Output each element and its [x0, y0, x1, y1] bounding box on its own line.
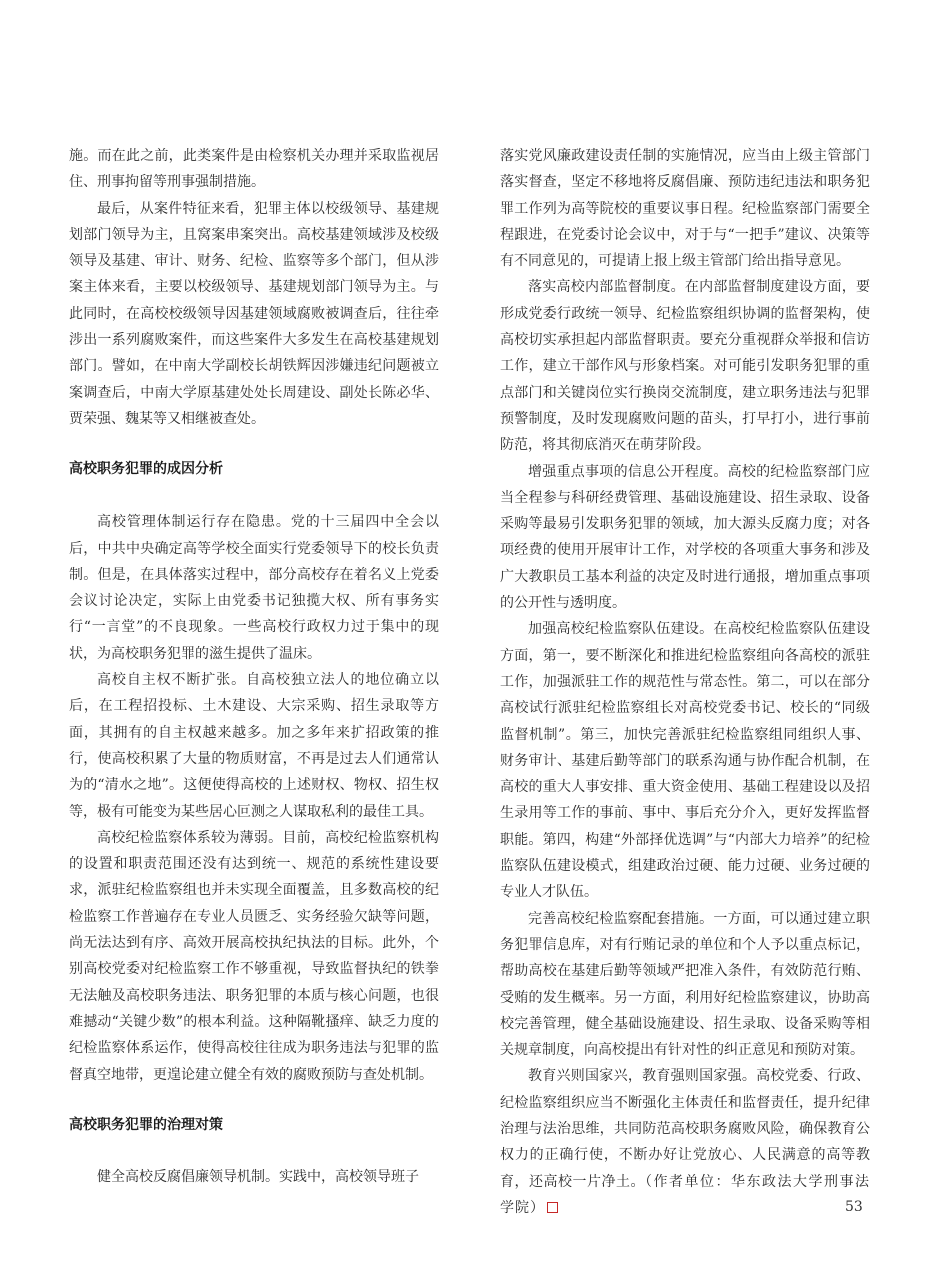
paragraph: 健全高校反腐倡廉领导机制。实践中，高校领导班子 [97, 1168, 419, 1185]
paragraph: 完善高校纪检监察配套措施。一方面，可以通过建立职务犯罪信息库，对有行贿记录的单位和个人予以重点标记，帮助高校在基建后勤等领域严把准入条件，有效防范行贿、受贿的发生概率。另一方面，利用好纪检监察建议，协助高校完善管理，健全基础设施建设、招生录取、设备采购等相关规章制度，向高校提出有针对性的纠正意见和预防对策。 [500, 910, 870, 1059]
section-heading-causes: 高校职务犯罪的成因分析 [69, 461, 223, 478]
paragraph: 高校自主权不断扩张。自高校独立法人的地位确立以后，在工程招投标、土木建设、大宗采购、招生录取等方面，其拥有的自主权越来越多。加之多年来扩招政策的推行，使高校积累了大量的物质财富，不再是过去人们通常认为的“清水之地”。这便使得高校的上述财权、物权、招生权等，极有可能变为某些居心叵测之人谋取私利的最佳工具。 [69, 672, 439, 820]
paragraph: 高校管理体制运行存在隐患。党的十三届四中全会以后，中共中央确定高等学校全面实行党委领导下的校长负责制。但是，在具体落实过程中，部分高校存在着名义上党委会议讨论决定，实际上由党委书记独揽大权、所有事务实行“一言堂”的不良现象。一些高校行政权力过于集中的现状，为高校职务犯罪的滋生提供了温床。 [69, 514, 439, 662]
paragraph: 施。而在此之前，此类案件是由检察机关办理并采取监视居住、刑事拘留等刑事强制措施。 [69, 148, 439, 191]
author-affiliation: （作者单位：华东政法大学刑事法学院） [500, 1173, 870, 1216]
right-column [500, 143, 870, 1221]
page-number: 53 [845, 1199, 863, 1215]
paragraph: 高校纪检监察体系较为薄弱。目前，高校纪检监察机构的设置和职责范围还没有达到统一、规范的系统性建设要求，派驻纪检监察组也并未实现全面覆盖，且多数高校的纪检监察工作普遍存在专业人员匮乏、实务经验欠缺等问题，尚无法达到有序、高效开展高校执纪执法的目标。此外，个别高校党委对纪检监察工作不够重视，导致监督执纪的铁拳无法触及高校职务违法、职务犯罪的本质与核心问题，也很难撼动“关键少数”的根本利益。这种隔靴搔痒、缺乏力度的纪检监察体系运作，使得高校往往成为职务违法与犯罪的监督真空地带，更遑论建立健全有效的腐败预防与查处机制。 [69, 829, 439, 1083]
paragraph: 加强高校纪检监察队伍建设。在高校纪检监察队伍建设方面，第一，要不断深化和推进纪检监察组向各高校的派驻工作，加强派驻工作的规范性与常态性。第二，可以在部分高校试行派驻纪检监察组长对高校党委书记、校长的“同级监督机制”。第三，加快完善派驻纪检监察组同组织人事、财务审计、基建后勤等部门的联系沟通与协作配合机制，在高校的重大人事安排、重大资金使用、基础工程建设以及招生录用等工作的事前、事中、事后充分介入，更好发挥监督职能。第四，构建“外部择优选调”与“内部大力培养”的纪检监察队伍建设模式，组建政治过硬、能力过硬、业务过硬的专业人才队伍。 [500, 621, 870, 901]
end-mark-icon [547, 1202, 558, 1213]
paragraph: 落实党风廉政建设责任制的实施情况，应当由上级主管部门落实督查，坚定不移地将反腐倡廉、预防违纪违法和职务犯罪工作列为高等院校的重要议事日程。纪检监察部门需要全程跟进，在党委讨论会议中，对于与“一把手”建议、决策等有不同意见的，可提请上报上级主管部门给出指导意见。 [500, 148, 870, 270]
paragraph: 最后，从案件特征来看，犯罪主体以校级领导、基建规划部门领导为主，且窝案串案突出。高校基建领域涉及校级领导及基建、审计、财务、纪检、监察等多个部门，但从涉案主体来看，主要以校级领导、基建规划部门领导为主。与此同时，在高校校级领导因基建领域腐败被调查后，往往牵涉出一系列腐败案件，而这些案件大多发生在高校基建规划部门。譬如，在中南大学副校长胡铁辉因涉嫌违纪问题被立案调查后，中南大学原基建处处长周建设、副处长陈必华、贾荣强、魏某等又相继被查处。 [69, 200, 439, 427]
section-heading-countermeasures: 高校职务犯罪的治理对策 [69, 1116, 223, 1133]
paragraph: 增强重点事项的信息公开程度。高校的纪检监察部门应当全程参与科研经费管理、基础设施建设、招生录取、设备采购等最易引发职务犯罪的领域，加大源头反腐力度；对各项经费的使用开展审计工作，对学校的各项重大事务和涉及广大教职员工基本利益的决定及时进行通报，增加重点事项的公开性与透明度。 [500, 463, 870, 612]
paragraph-closing [500, 1063, 870, 1221]
closing-text: 教育兴则国家兴，教育强则国家强。高校党委、行政、纪检监察组织应当不断强化主体责任和监督责任，提升纪律治理与法治思维，共同防范高校职务腐败风险，确保教育公权力的正确行使，不断办好让党放心、人民满意的高等教育，还高校一片净土。 [500, 1068, 870, 1190]
left-column [69, 143, 439, 1190]
paragraph: 落实高校内部监督制度。在内部监督制度建设方面，要形成党委行政统一领导、纪检监察组织协调的监督架构，使高校切实承担起内部监督职责。要充分重视群众举报和信访工作，建立干部作风与形象档案。对可能引发职务犯罪的重点部门和关键岗位实行换岗交流制度，建立职务违法与犯罪预警制度，及时发现腐败问题的苗头，打早打小，进行事前防范，将其彻底消灭在萌芽阶段。 [500, 279, 870, 454]
